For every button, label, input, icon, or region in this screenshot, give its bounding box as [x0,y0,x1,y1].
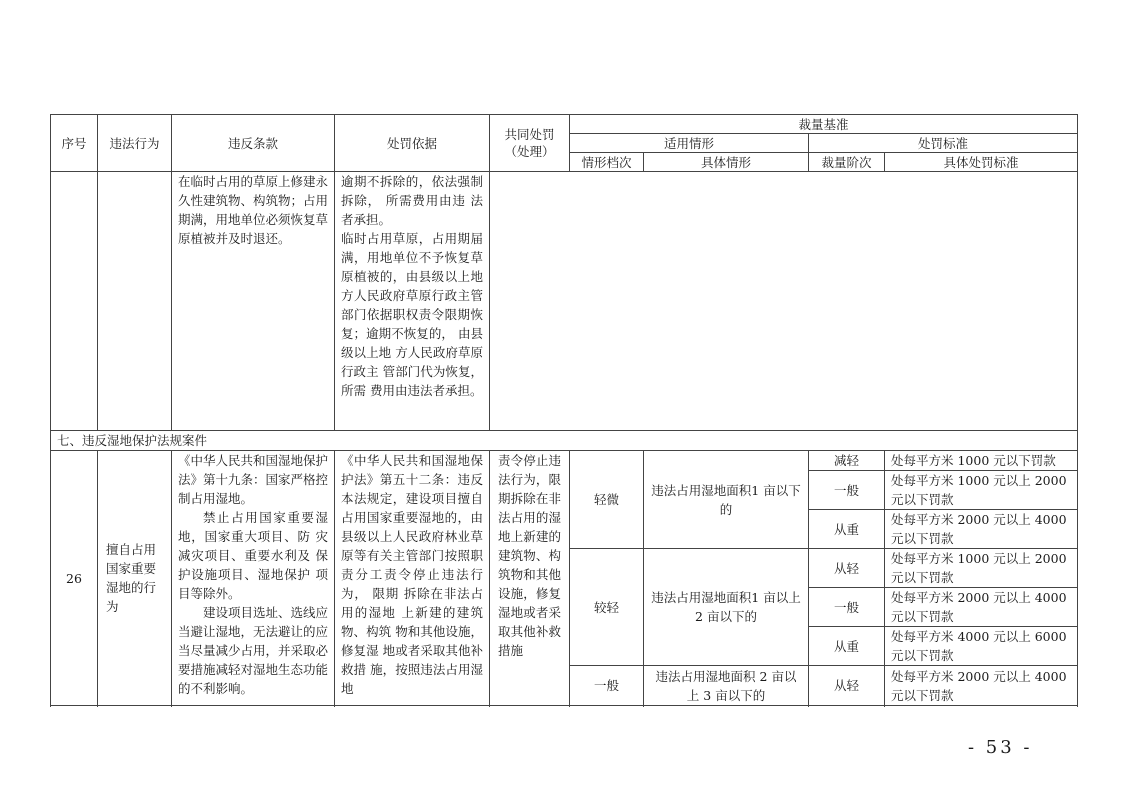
row26-act: 擅自占用国家重要湿地的行为 [98,451,172,706]
row26-seq: 26 [51,451,98,706]
tier3-level: 一般 [570,666,644,706]
penalty-table [50,114,1078,706]
header-detail: 具体情形 [644,153,809,172]
tier2-std2: 处每平方米 2000 元以上 4000 元以下罚款 [885,588,1078,627]
header-basis: 处罚依据 [335,115,490,172]
header-specific: 具体处罚标准 [885,153,1078,172]
page-number: - 53 - [968,737,1033,758]
cont-act [98,172,172,431]
header-grade: 裁量阶次 [809,153,885,172]
row26-clause-p2: 禁止占用国家重要湿地，国家重大项目、防 灾减灾项目、重要水利及 保护设施项目、湿地保护 项目等除外。 [178,510,328,601]
header-applicable: 适用情形 [570,134,809,153]
header-clause: 违反条款 [172,115,335,172]
row26-basis: 《中华人民共和国湿地保护法》第五十二条：违反本法规定，建设项目擅自占用国家重要湿地的，由县级以上人民政府林业草原等有关主管部门按照职责分工责令停止违法行为， 限期 拆除在非法占用的湿地 上新建的建筑物、构筑 物和其他设施，修复湿 地或者采取其他补救措 施，按照违法占用湿地 [335,451,490,706]
tier1-grade3: 从重 [809,510,885,549]
tier1-std3: 处每平方米 2000 元以上 4000 元以下罚款 [885,510,1078,549]
tier1-grade1: 减轻 [809,451,885,471]
tier1-grade2: 一般 [809,471,885,510]
tier2-level: 较轻 [570,549,644,666]
row26-clause [172,451,335,706]
tier2-grade1: 从轻 [809,549,885,588]
header-common: 共同处罚 （处理） [490,115,570,172]
header-act: 违法行为 [98,115,172,172]
tier2-std1: 处每平方米 1000 元以上 2000 元以下罚款 [885,549,1078,588]
table-row [51,451,1078,471]
tier2-std3: 处每平方米 4000 元以上 6000 元以下罚款 [885,627,1078,666]
table-row [51,172,1078,431]
cont-clause: 在临时占用的草原上修建永久性建筑物、构筑物；占用期满，用地单位必须恢复草原植被并及时退还。 [172,172,335,431]
row26-common: 责令停止违法行为，限期拆除在非法占用的湿地上新建的建筑物、构筑物和其他设施，修复湿地或者采取其他补救措施 [490,451,570,706]
header-discretion: 裁量基准 [570,115,1078,134]
row26-clause-p1: 《中华人民共和国湿地保护法》第十九条：国家严格控制占用湿地。 [178,453,329,506]
tier1-std2: 处每平方米 1000 元以上 2000 元以下罚款 [885,471,1078,510]
cont-empty [490,172,1078,431]
row26-clause-p3: 建设项目选址、选线应当避让湿地，无法避让的应当尽量减少占用，并采取必要措施减轻对湿地生态功能的不利影响。 [178,605,329,696]
tier3-detail: 违法占用湿地面积 2 亩以 上 3 亩以下的 [644,666,809,706]
header-penalty-std: 处罚标准 [809,134,1078,153]
tier2-grade3: 从重 [809,627,885,666]
cont-seq [51,172,98,431]
tier1-std1: 处每平方米 1000 元以下罚款 [885,451,1078,471]
header-seq: 序号 [51,115,98,172]
tier2-grade2: 一般 [809,588,885,627]
cont-basis-p2: 临时占用草原，占用期届满，用地单位不予恢复草原植被的，由县级以上地方人民政府草原行政主管部门依据职权责令限期恢复；逾期不恢复的， 由县级以上地 方人民政府草原行政主 管部门代为恢复， 所需 费用由违法者承担。 [341,231,483,398]
tier1-detail: 违法占用湿地面积1 亩以下的 [644,451,809,549]
tier2-detail: 违法占用湿地面积1 亩以上 2 亩以下的 [644,549,809,666]
section-title: 七、违反湿地保护法规案件 [51,431,1078,451]
tier3-grade1: 从轻 [809,666,885,706]
cont-basis [335,172,490,431]
header-level: 情形档次 [570,153,644,172]
tier3-std1: 处每平方米 2000 元以上 4000 元以下罚款 [885,666,1078,706]
tier1-level: 轻微 [570,451,644,549]
cont-basis-p1: 逾期不拆除的，依法强制拆除， 所需费用由违 法者承担。 [341,174,483,227]
